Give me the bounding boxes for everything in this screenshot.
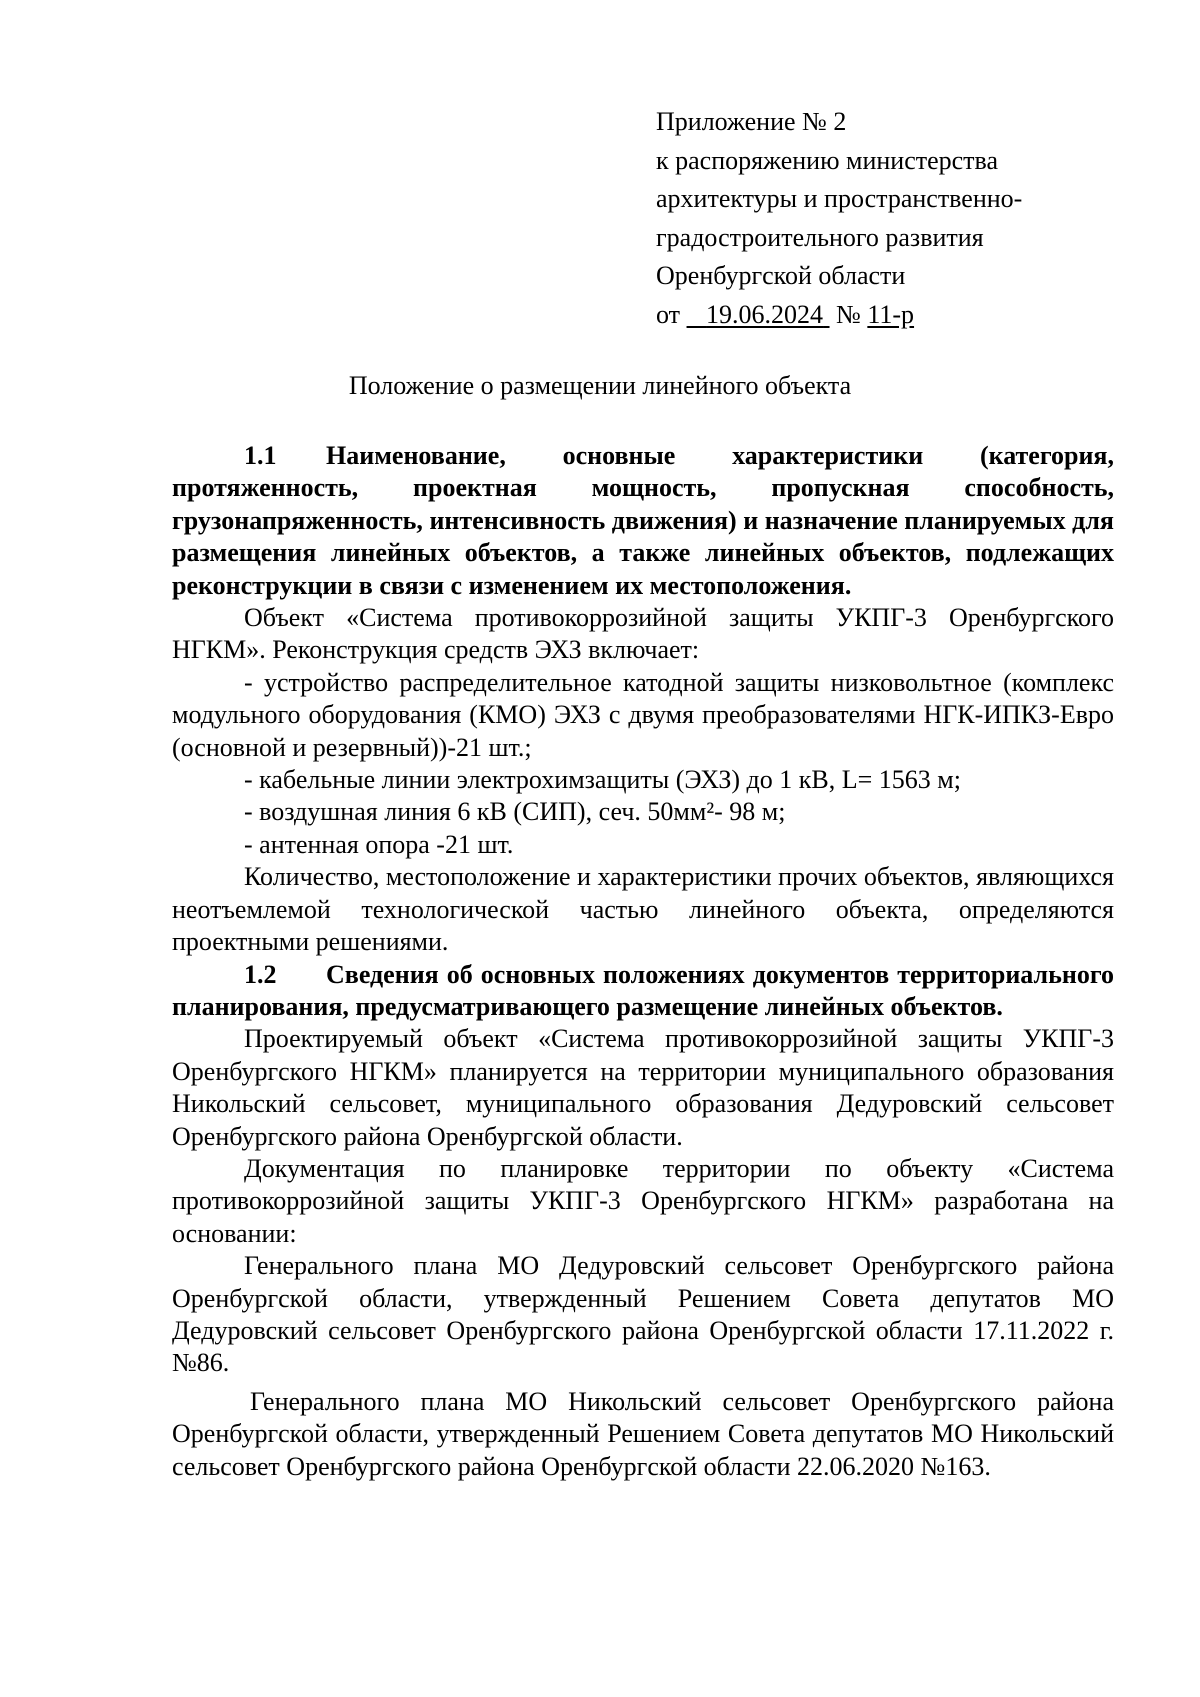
section-2-heading-text: Сведения об основных положениях документов территориального планирования, предусматривающего размещение линейных объектов. (172, 959, 1114, 1021)
section-2-paragraph-3: Генерального плана МО Дедуровский сельсовет Оренбургского района Оренбургской области, утвержденный Решением Совета депутатов МО Дедуровский сельсовет Оренбургского района Оренбургской области 17.11.2022 г. №86. (172, 1251, 1114, 1378)
date-prefix: от (656, 299, 681, 329)
section-2-paragraph-1: Проектируемый объект «Система противокоррозийной защиты УКПГ-3 Оренбургского НГКМ» планируется на территории муниципального образования Никольский сельсовет, муниципального образования Дедуровский сельсовет Оренбургского района Оренбургской области. (172, 1024, 1114, 1151)
section-1-item-2: - кабельные линии электрохимзащиты (ЭХЗ) до 1 кВ, L= 1563 м; (244, 765, 961, 795)
section-1-heading (172, 440, 1114, 602)
section-1-item-4: - антенная опора -21 шт. (244, 829, 514, 859)
order-number: 11-р (867, 299, 915, 329)
section-1-number: 1.1 (244, 441, 277, 470)
document-title: Положение о размещении линейного объекта (348, 371, 852, 400)
section-1-item-3: - воздушная линия 6 кВ (СИП), сеч. 50мм²- 98 м; (244, 797, 786, 827)
section-1-heading-text: Наименование, основные характеристики (категория, протяженность, проектная мощность, пропускная способность, грузонапряженность, интенсивность движения) и назначение планируемых для размещения линейных объектов, а также линейных объектов, подлежащих реконструкции в связи с изменением их местоположения. (172, 441, 1114, 600)
section-2-heading (172, 959, 1114, 1024)
appendix-header (656, 103, 1136, 335)
section-1-item-1: - устройство распределительное катодной защиты низковольтное (комплекс модульного оборудования (КМО) ЭХЗ с двумя преобразователями НГК-ИПКЗ-Евро (основной и резервный))-21 шт.; (172, 667, 1114, 762)
appendix-date-line (656, 296, 1136, 335)
order-date: 19.06.2024 (706, 299, 824, 329)
appendix-line-3: архитектуры и пространственно- (656, 184, 1023, 214)
appendix-line-1: Приложение № 2 (656, 107, 847, 136)
section-2-paragraph-2: Документация по планировке территории по объекту «Система противокоррозийной защиты УКПГ-3 Оренбургского НГКМ» разработана на основании: (172, 1153, 1114, 1248)
appendix-line-4: градостроительного развития (656, 222, 984, 252)
document-body (172, 440, 1114, 1483)
section-2-paragraph-4: Генерального плана МО Никольский сельсовет Оренбургского района Оренбургской области, утвержденный Решением Совета депутатов МО Никольский сельсовет Оренбургского района Оренбургской области 22.06.2020 №163. (172, 1386, 1114, 1481)
appendix-line-2: к распоряжению министерства (656, 145, 999, 175)
section-1-intro: Объект «Система противокоррозийной защиты УКПГ-3 Оренбургского НГКМ». Реконструкция средств ЭХЗ включает: (172, 603, 1114, 665)
appendix-line-5: Оренбургской области (656, 261, 906, 291)
section-2-number: 1.2 (244, 959, 277, 989)
number-prefix: № (836, 299, 861, 329)
section-1-closing: Количество, местоположение и характеристики прочих объектов, являющихся неотъемлемой технологической частью линейного объекта, определяются проектными решениями. (172, 862, 1114, 957)
